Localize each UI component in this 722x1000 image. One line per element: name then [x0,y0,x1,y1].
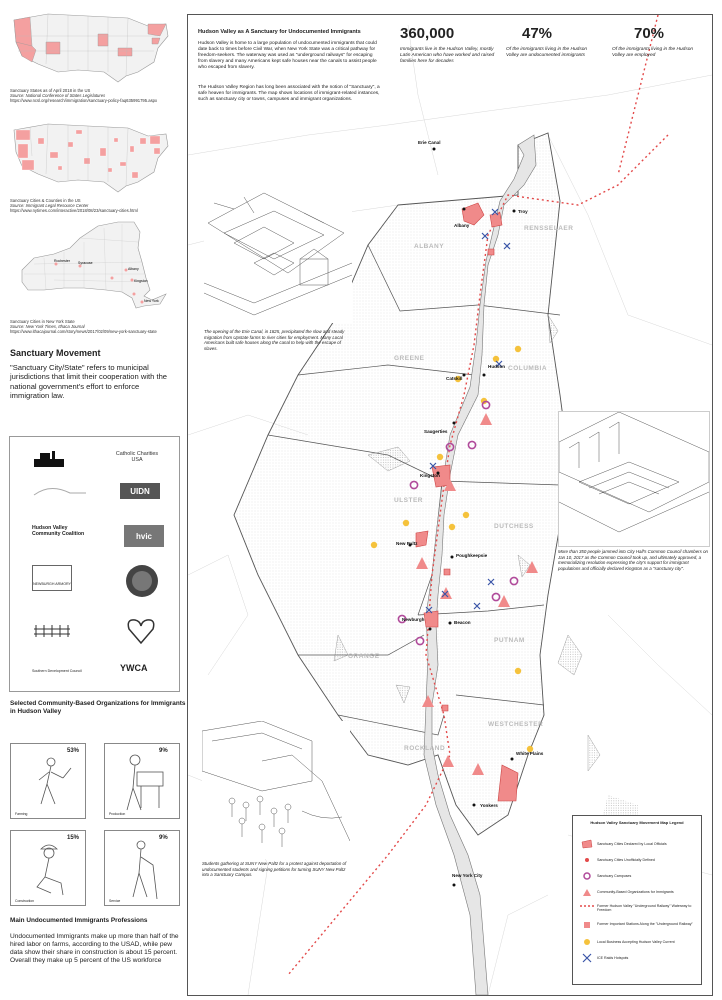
map-title: Hudson Valley as A Sanctuary for Undocumented Immigrants [198,29,361,35]
production-percent: 9% [159,748,168,754]
station-marker [444,569,450,575]
council-caption: More than 350 people jammed into City Hall's Common Council chambers on Jan 10, 2017 as the Common Council took up, and ultimately approved, a memorializing resolution expressing the city's support for immigrant populations and officially declared Kingston as a "sanctuary city". [558,549,708,571]
city-catskill: Catskill [446,376,463,381]
southern-development-council-logo: Southern Development Council [32,669,82,673]
students-caption: Students gathering at SUNY New Paltz for a protest against deportation of undocumented students and signing petitions for turning SUNY New Paltz into a Sanctuary Campus. [202,861,347,877]
erie-canal-illustration [204,183,352,323]
county-greene: GREENE [394,355,425,362]
farming-percent: 53% [67,748,80,754]
ny-label-new-york: New York [144,299,159,303]
sanctuary-heading: Sanctuary Movement [10,348,101,358]
farming-label: Farming [15,812,28,816]
sanctuary-area-troy [490,213,502,227]
sanctuary-area-newburgh [424,611,438,627]
legend-unofficial-icon [585,858,589,862]
county-westchester: WESTCHESTER [488,721,544,728]
legend-item-railway: Former Hudson Valley "Underground Railway" Waterway to Freedom [597,904,692,912]
mini-map-2-title: Sanctuary Cities & Counties in the US [10,198,81,203]
stat-undocumented-percent: 47% [522,25,553,42]
legend-item-ice-raids: ICE Raids Hotspots [597,956,629,960]
legend-item-unofficial: Sanctuary Cities Unofficially Defined [597,858,655,862]
legend-business-icon [584,939,590,945]
stat-immigrants-caption: Immigrants live in the Hudson Valley, mostly Latin American who have worked and raised families here for decades [400,47,495,64]
mini-map-3-url: https://www.ithacajournal.com/story/news/2017/02/09/new-york-sanctuary-state [10,329,157,334]
legend-item-stations: Former Important Stations Along the "Underground Railway" [597,922,693,926]
legend-organization-icon [583,889,591,896]
city-hudson: Hudson [488,364,506,369]
construction-percent: 15% [67,835,80,841]
second-org-logo [30,481,90,503]
station-marker [442,705,448,711]
county-ulster: ULSTER [394,497,423,504]
organizations-logo-box [9,436,180,692]
legend-item-organizations: Community-Based Organizations for Immigrants [597,890,674,894]
sanctuary-area-new-paltz [416,531,428,547]
mini-map-1-source: Source: National Conference of States Legislatures [10,93,106,98]
construction-label: Construction [15,899,35,903]
first-org-logo [30,449,70,471]
city-new-york-city: New York City [452,873,483,878]
legend-item-business: Local Business Accepting Hudson Valley Current [597,940,675,944]
newburgh-armory-logo: NEWBURGH ARMORY [32,565,72,591]
production-figure-icon [105,744,181,820]
mini-map-1-title: Sanctuary States as of April 2018 in the US [10,88,91,93]
legend-ice-icon [583,954,591,962]
profession-service-box [104,830,180,906]
legend-title: Hudson Valley Sanctuary Movement Map Legend [590,820,684,825]
ny-label-rochester: Rochester [54,259,70,263]
seal-logo [124,563,160,599]
legend-item-campuses: Sanctuary Campuses [597,874,632,878]
mini-map-3-source: Source: New York Times, Ithaca Journal [10,324,85,329]
city-poughkeepsie: Poughkeepsie [456,553,488,558]
fence-logo [32,621,72,639]
city-saugerties: Saugerties [424,429,448,434]
construction-figure-icon [11,831,87,907]
hvic-logo: hvic [124,525,164,547]
mini-map-2-url: https://www.nytimes.com/interactive/2018/08/23/sanctuary-cities.html [10,208,138,213]
main-map-panel [187,14,713,996]
us-sanctuary-states-map [8,6,178,84]
station-marker [488,249,494,255]
city-kingston: Kingston [420,473,440,478]
intro-paragraph-2: The Hudson Valley Region has long been associated with the notion of "Sanctuary", a safe heaven for immigrants. The map shows locations of immigrant-related instances, such as sanctuary city or towns, campuses and immigrant organizations. [198,85,380,102]
students-protest-illustration [202,721,350,859]
county-orange: ORANGE [348,653,380,660]
stat-undocumented-caption: Of the immigrants living in the Hudson Valley are undocumented immigrants [506,47,588,58]
intro-paragraph-1: Hudson Valley is home to a large population of undocumented immigrants that could date back to times before Civil War, when New York State was a critical pathway for freedom-seekers. The waterway was used as "underground railways" for escaping from slavery and many Americans kept safe houses near the canals to assist people who escaped from slavery. [198,41,377,70]
stat-employed-percent: 70% [634,25,665,42]
city-new-paltz: New Paltz [396,541,418,546]
professions-heading: Main Undocumented Immigrants Professions [10,917,148,924]
city-beacon: Beacon [454,620,471,625]
mini-map-1-url: https://www.ncsl.org/research/immigration/sanctuary-policy-faq635991795.aspx [10,98,158,103]
canal-sketch-icon [204,183,352,323]
uidn-logo: UIDN [120,483,160,499]
legend-station-icon [584,922,590,928]
county-dutchess: DUTCHESS [494,523,534,530]
city-yonkers: Yonkers [480,803,498,808]
catholic-charities-logo: Catholic Charities USA [115,451,159,463]
county-albany: ALBANY [414,243,445,250]
chamber-sketch-icon [559,412,709,546]
sanctuary-area-albany [462,203,484,225]
profession-farming-box [10,743,86,819]
organizations-heading: Selected Community-Based Organizations for Immigrants in Hudson Valley [10,700,186,715]
city-newburgh: Newburgh [402,617,425,622]
mini-map-3-title: Sanctuary Cities in New York State [10,319,75,324]
production-label: Production [109,812,126,816]
professions-text: Undocumented Immigrants make up more than half of the hired labor on farms, according to the USAD, while pew data show their share in construction is about 15 percent. Overall they make up 5 percent of the US workforce [10,933,179,964]
ny-label-syracuse: Syracuse [78,261,93,265]
legend-item-declared: Sanctuary Cities Declared by Local Officials [597,842,667,846]
stat-immigrants-count: 360,000 [400,25,455,42]
map-legend [572,815,702,985]
farming-figure-icon [11,744,87,820]
county-putnam: PUTNAM [494,637,525,644]
sanctuary-definition: "Sanctuary City/State" refers to municipal jurisdictions that limit their cooperation with the national government's effort to enforce immigration law. [10,363,168,401]
legend-symbols [579,838,595,964]
profession-production-box [104,743,180,819]
us-sanctuary-cities-map [8,118,178,194]
city-erie-canal: Erie Canal [418,140,441,145]
ny-label-kingston: Kingston [134,279,148,283]
sanctuary-area-white-plains [498,765,518,801]
county-rockland: ROCKLAND [404,745,446,752]
city-white-plains: White Plains [516,751,544,756]
service-figure-icon [105,831,181,907]
city-albany: Albany [454,223,470,228]
council-chamber-illustration [558,411,710,547]
ny-label-albany: Albany [128,267,139,271]
service-label: Service [109,899,121,903]
stat-employed-caption: Of the immigrants living in the Hudson Valley are employed [612,47,694,58]
legend-declared-icon [582,840,592,848]
hudson-valley-community-coalition-logo: Hudson Valley Community Coalition [32,525,85,537]
legend-campus-icon [584,873,590,879]
students-sketch-icon [202,721,350,859]
service-percent: 9% [159,835,168,841]
ywca-logo: YWCA [120,663,148,673]
canal-caption: The opening of the Erie Canal, in 1825, precipitated the slow and steady migration from Upstate farms to river cities for employment. Many Local Americans built safe houses along the canal to help with the escape of slaves. [204,329,345,351]
county-rensselaer: RENSSELAER [524,225,574,232]
county-columbia: COLUMBIA [508,365,548,372]
mini-map-2-source: Source: Immigrant Legal Resource Center [10,203,89,208]
ny-state-sanctuary-map [14,218,176,314]
heart-logo [126,617,156,645]
city-troy: Troy [518,209,528,214]
profession-construction-box [10,830,86,906]
